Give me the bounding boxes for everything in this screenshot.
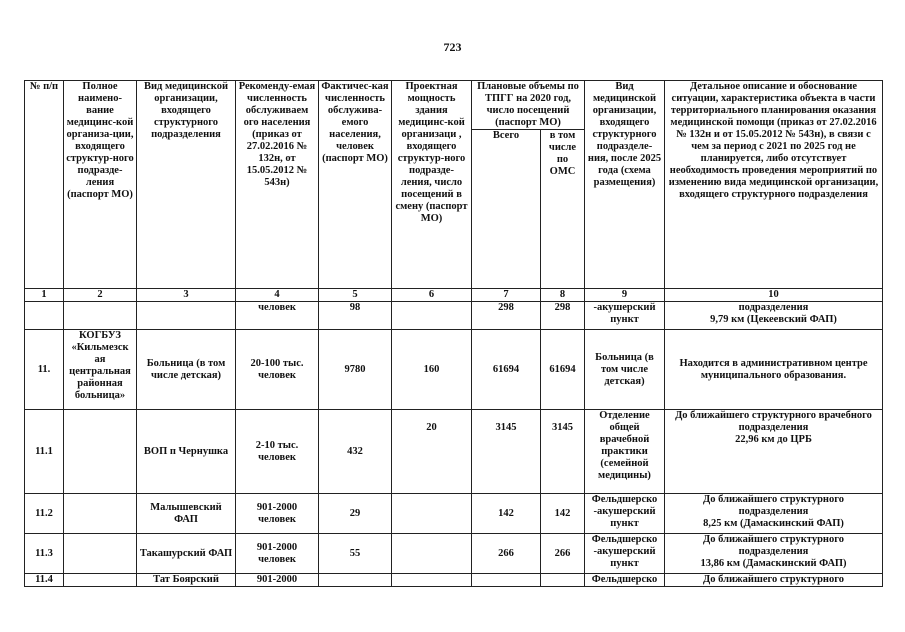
cell-capacity	[392, 534, 472, 574]
cell-description	[665, 330, 883, 410]
cell-total: 3145	[472, 410, 541, 494]
description-distance: 9,79 км (Цекеевский ФАП)	[710, 314, 837, 325]
cell-name	[64, 574, 137, 587]
table-row	[25, 534, 883, 574]
cell-description	[665, 574, 883, 587]
column-number: 4	[236, 289, 319, 302]
cell-number: 11.1	[25, 410, 64, 494]
column-number: 2	[64, 289, 137, 302]
column-number: 7	[472, 289, 541, 302]
cell-name	[64, 534, 137, 574]
cell-name	[64, 494, 137, 534]
page-number: 723	[443, 40, 462, 54]
cell-recommended: 2-10 тыс. человек	[236, 410, 319, 494]
header-org-type-after-2025: Вид медицинской организации, входящего структурного подразделе-ния, после 2025 года (схема размещения)	[585, 81, 665, 289]
column-number: 1	[25, 289, 64, 302]
cell-recommended: человек	[236, 302, 319, 330]
header-description: Детальное описание и обоснование ситуации, характеристика объекта в части территориального планирования оказания медицинской помощи (приказ от 27.02.2016 № 132н и от 15.05.2012 № 543н), в связи с чем за период с 2021 по 2025 год не планируется, либо отсутствует необходимость проведения мероприятий по изменению вида медицинской организации, входящего структурного подразделения	[665, 81, 883, 289]
header-planned-volumes: Плановые объемы по ТПГГ на 2020 год, число посещений (паспорт МО)	[472, 81, 585, 130]
table-row	[25, 494, 883, 534]
cell-type-after: Отделение общей врачебной практики (семейной медицины)	[585, 410, 665, 494]
cell-number	[25, 302, 64, 330]
cell-actual: 9780	[319, 330, 392, 410]
cell-recommended: 20-100 тыс. человек	[236, 330, 319, 410]
cell-description	[665, 494, 883, 534]
cell-type: Тат Боярский	[137, 574, 236, 587]
cell-recommended: 901-2000	[236, 574, 319, 587]
cell-number: 11.	[25, 330, 64, 410]
cell-total	[472, 574, 541, 587]
cell-total: 298	[472, 302, 541, 330]
description-text: До ближайшего структурного врачебного подразделения	[675, 410, 872, 433]
column-number: 10	[665, 289, 883, 302]
cell-description	[665, 534, 883, 574]
cell-oms: 61694	[541, 330, 585, 410]
cell-description	[665, 302, 883, 330]
cell-name: КОГБУЗ «Кильмезск ая центральная районная больница»	[64, 330, 137, 410]
cell-total: 142	[472, 494, 541, 534]
cell-capacity	[392, 574, 472, 587]
description-text: До ближайшего структурного подразделения	[703, 494, 844, 517]
header-row	[25, 81, 883, 130]
cell-capacity: 20	[392, 410, 472, 494]
cell-type-after: Фельдшерско	[585, 574, 665, 587]
header-actual-population: Фактичес-кая численность обслужива-емого населения, человек (паспорт МО)	[319, 81, 392, 289]
cell-oms: 266	[541, 534, 585, 574]
cell-type-after: Больница (в том числе детская)	[585, 330, 665, 410]
cell-total: 266	[472, 534, 541, 574]
cell-number: 11.3	[25, 534, 64, 574]
medical-organizations-table	[24, 80, 883, 587]
table-row	[25, 410, 883, 494]
cell-recommended: 901-2000 человек	[236, 494, 319, 534]
cell-type: Такашурский ФАП	[137, 534, 236, 574]
cell-total: 61694	[472, 330, 541, 410]
cell-capacity	[392, 494, 472, 534]
cell-capacity: 160	[392, 330, 472, 410]
column-number: 6	[392, 289, 472, 302]
table-row	[25, 330, 883, 410]
header-oms: в том числе по ОМС	[541, 130, 585, 289]
column-number: 3	[137, 289, 236, 302]
cell-description	[665, 410, 883, 494]
cell-actual: 432	[319, 410, 392, 494]
cell-type	[137, 302, 236, 330]
column-numbers-row	[25, 289, 883, 302]
cell-actual: 29	[319, 494, 392, 534]
column-number: 5	[319, 289, 392, 302]
header-total: Всего	[472, 130, 541, 289]
cell-actual: 55	[319, 534, 392, 574]
description-text: До ближайшего структурного подразделения	[703, 534, 844, 557]
header-full-name: Полное наимено-вание медицинс-кой организа-ции, входящего структур-ного подразде-ления (паспорт МО)	[64, 81, 137, 289]
cell-oms: 3145	[541, 410, 585, 494]
description-distance: 22,96 км до ЦРБ	[735, 434, 812, 445]
cell-oms: 142	[541, 494, 585, 534]
header-design-capacity: Проектная мощность здания медицинс-кой организаци , входящего структур-ного подразде-ления, число посещений в смену (паспорт МО)	[392, 81, 472, 289]
header-recommended-population: Рекоменду-емая численность обслуживаем ого населения (приказ от 27.02.2016 № 132н, от 15.05.2012 № 543н)	[236, 81, 319, 289]
cell-number: 11.2	[25, 494, 64, 534]
cell-name	[64, 302, 137, 330]
cell-actual	[319, 574, 392, 587]
cell-oms	[541, 574, 585, 587]
cell-type: ВОП п Чернушка	[137, 410, 236, 494]
cell-recommended: 901-2000 человек	[236, 534, 319, 574]
table-row	[25, 574, 883, 587]
description-text: Находится в административном центре муниципального образования.	[679, 357, 868, 381]
column-number: 8	[541, 289, 585, 302]
cell-type-after: Фельдшерско -акушерский пункт	[585, 494, 665, 534]
table-row	[25, 302, 883, 330]
cell-type: Малышевский ФАП	[137, 494, 236, 534]
cell-type-after: Фельдшерско -акушерский пункт	[585, 534, 665, 574]
cell-oms: 298	[541, 302, 585, 330]
header-number: № п/п	[25, 81, 64, 289]
description-distance: 13,86 км (Дамаскинский ФАП)	[700, 558, 847, 569]
cell-name	[64, 410, 137, 494]
cell-type-after: -акушерский пункт	[585, 302, 665, 330]
cell-actual: 98	[319, 302, 392, 330]
cell-number: 11.4	[25, 574, 64, 587]
cell-capacity	[392, 302, 472, 330]
header-org-type: Вид медицинской организации, входящего структурного подразделения	[137, 81, 236, 289]
description-text: До ближайшего структурного	[703, 574, 844, 585]
description-text: подразделения	[738, 302, 809, 313]
description-distance: 8,25 км (Дамаскинский ФАП)	[703, 518, 844, 529]
cell-type: Больница (в том числе детская)	[137, 330, 236, 410]
column-number: 9	[585, 289, 665, 302]
